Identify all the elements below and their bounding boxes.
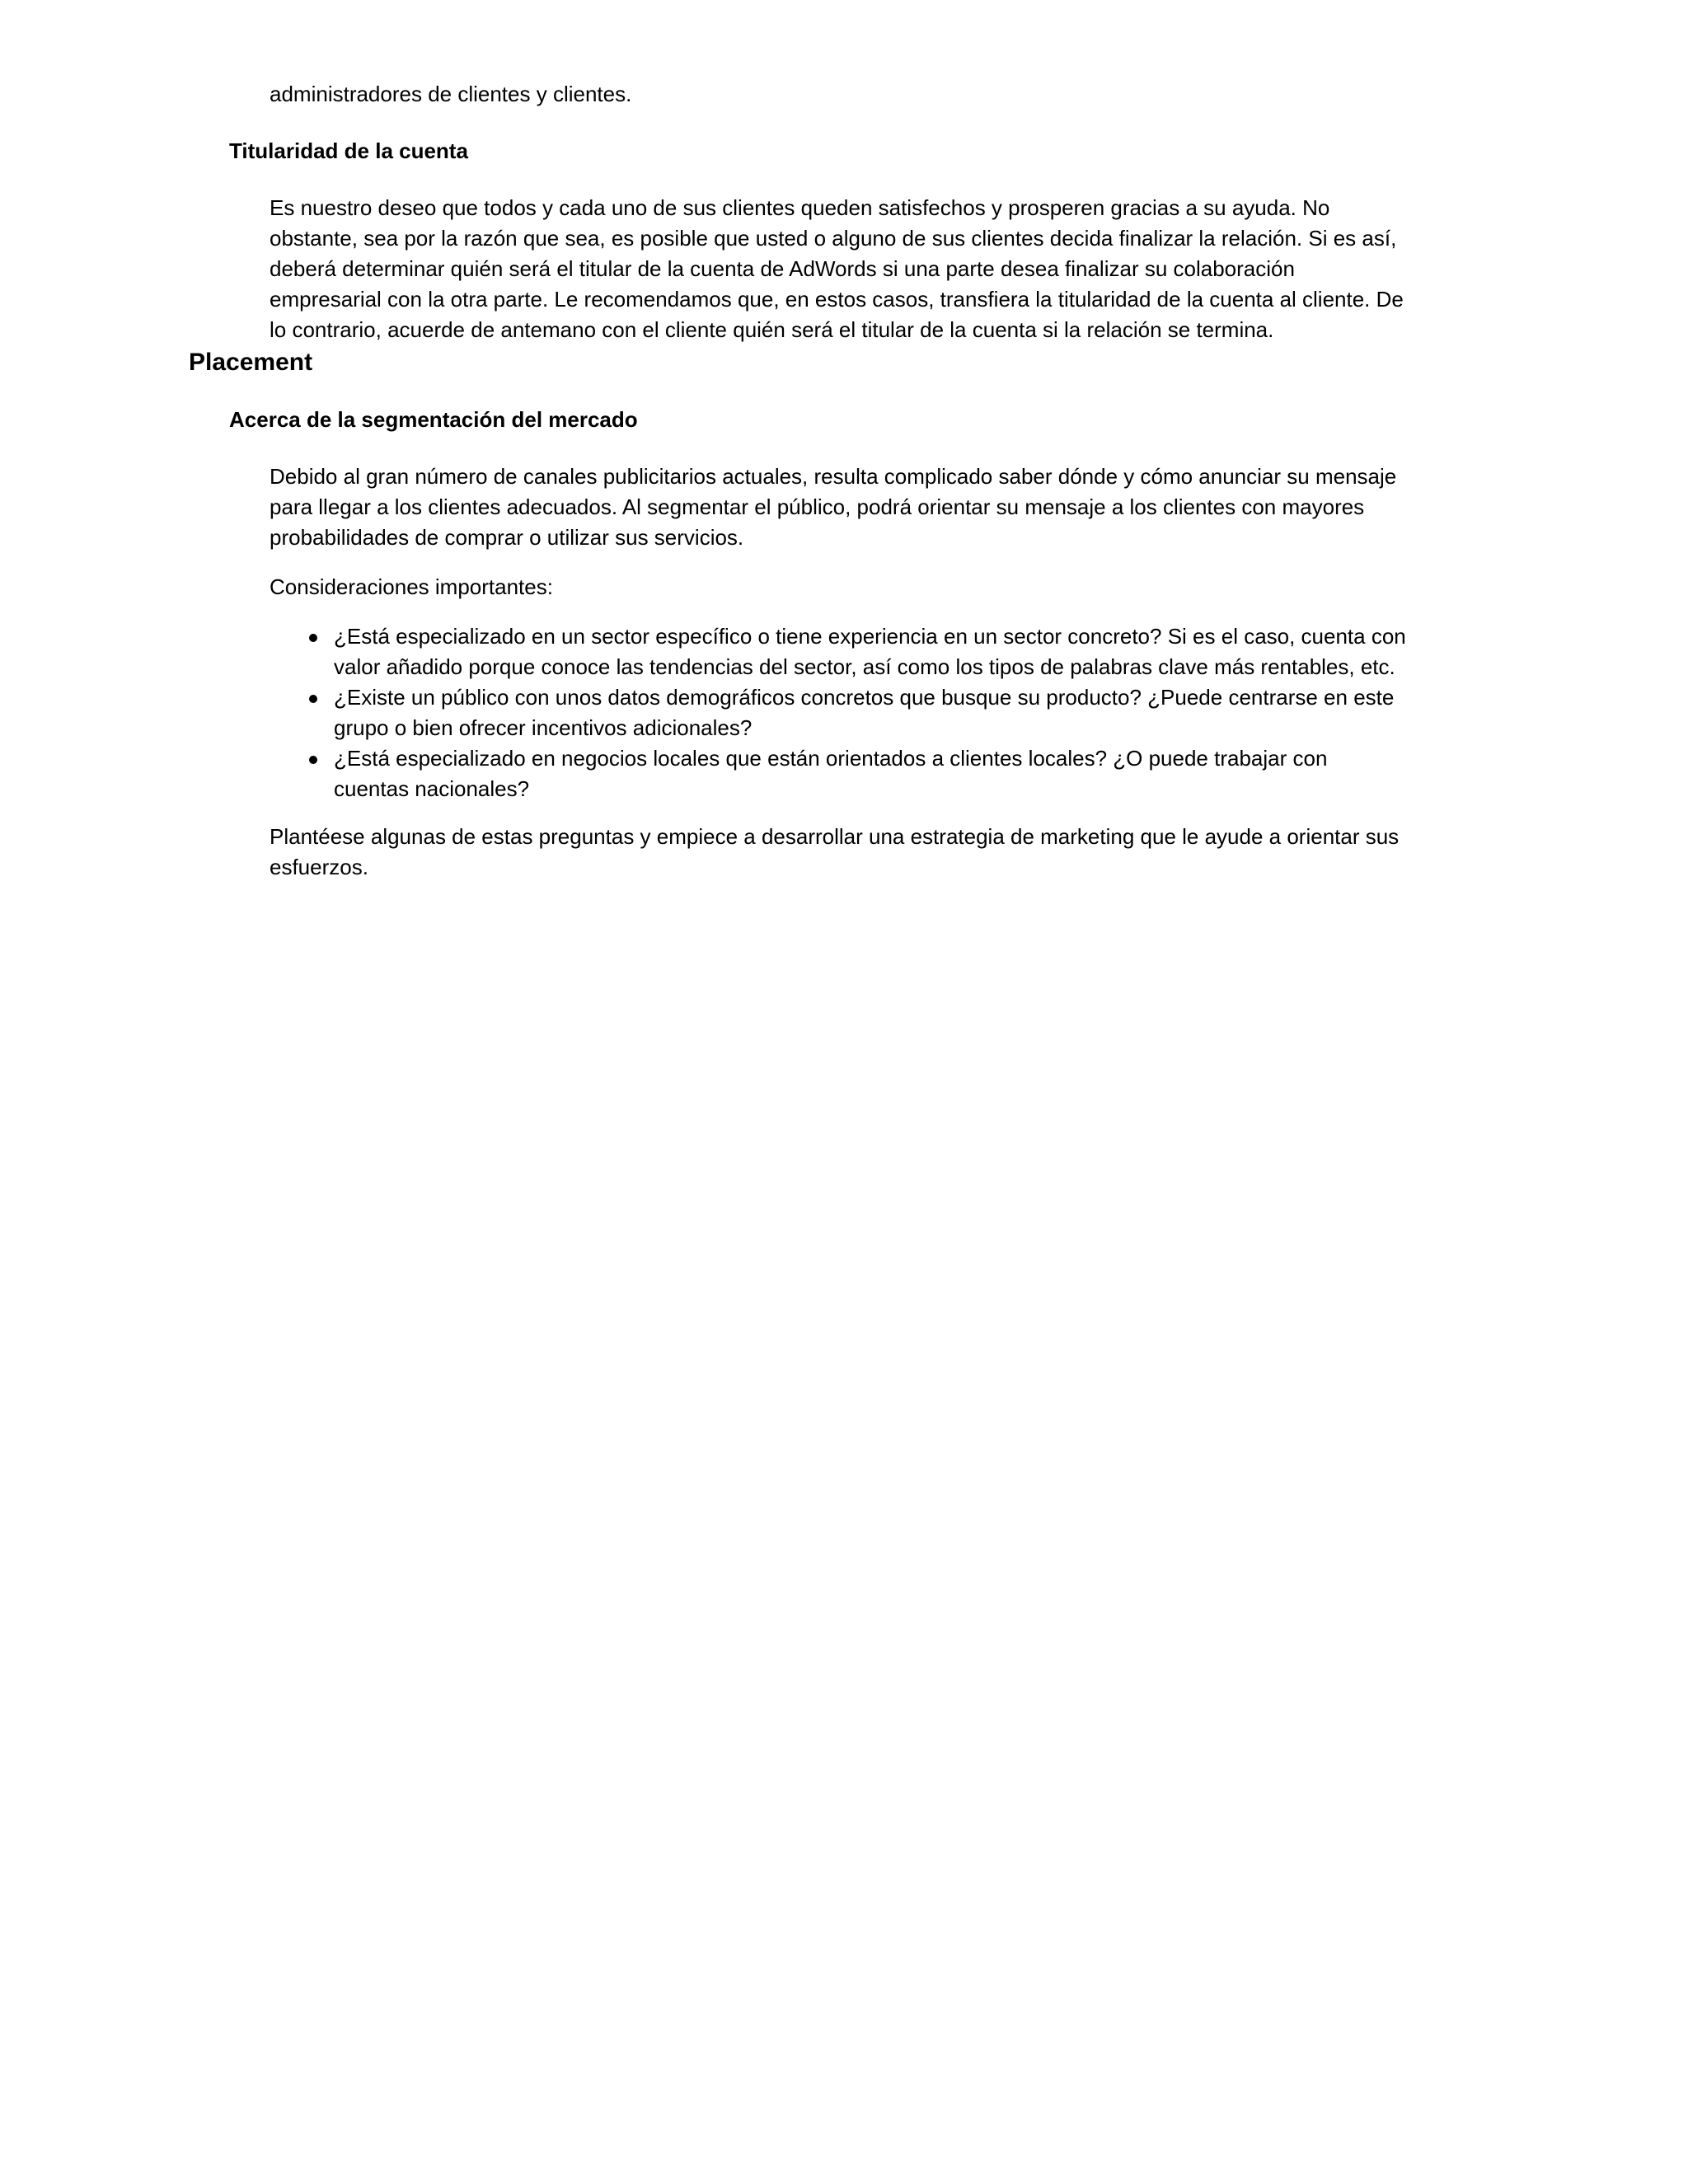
list-item <box>270 743 1407 804</box>
section-heading-segmentation: Acerca de la segmentación del mercado <box>229 407 638 432</box>
segmentation-paragraph: Debido al gran número de canales publicitarios actuales, resulta complicado saber dónde y cómo anunciar su mensaje para llegar a los clientes adecuados. Al segmentar el público, podrá orientar su mensaje a los clientes con mayores probabilidades de comprar o utilizar sus servicios. <box>270 464 1397 550</box>
considerations-label: Consideraciones importantes: <box>270 574 553 599</box>
ownership-paragraph: Es nuestro deseo que todos y cada uno de sus clientes queden satisfechos y prosperen gracias a su ayuda. No obstante, sea por la razón que sea, es posible que usted o alguno de sus clientes decida finalizar la relación. Si es así, deberá determinar quién será el titular de la cuenta de AdWords si una parte desea finalizar su colaboración empresarial con la otra parte. Le recomendamos que, en estos casos, transfiera la titularidad de la cuenta al cliente. De lo contrario, acuerde de antemano con el cliente quién será el titular de la cuenta si la relación se termina. <box>270 195 1404 342</box>
list-item-text: ¿Está especializado en negocios locales que están orientados a clientes locales? ¿O puede trabajar con cuentas nacionales? <box>334 746 1328 801</box>
closing-paragraph: Plantéese algunas de estas preguntas y empiece a desarrollar una estrategia de marketing que le ayude a orientar sus esfuerzos. <box>270 824 1400 879</box>
page-title-placement: Placement <box>189 349 313 376</box>
bullet-icon <box>309 634 317 642</box>
list-item-text: ¿Existe un público con unos datos demográficos concretos que busque su producto? ¿Puede centrarse en este grupo o bien ofrecer incentivos adicionales? <box>334 685 1395 740</box>
list-item-text: ¿Está especializado en un sector específico o tiene experiencia en un sector concreto? Si es el caso, cuenta con valor añadido porque conoce las tendencias del sector, así como los tipos de palabras clave más rentables, etc. <box>334 624 1406 679</box>
intro-paragraph: administradores de clientes y clientes. <box>270 82 632 106</box>
bullet-icon <box>309 695 317 703</box>
considerations-list <box>270 621 1407 804</box>
section-heading-ownership: Titularidad de la cuenta <box>229 138 468 163</box>
list-item <box>270 682 1407 743</box>
bullet-icon <box>309 756 317 764</box>
list-item <box>270 621 1407 682</box>
